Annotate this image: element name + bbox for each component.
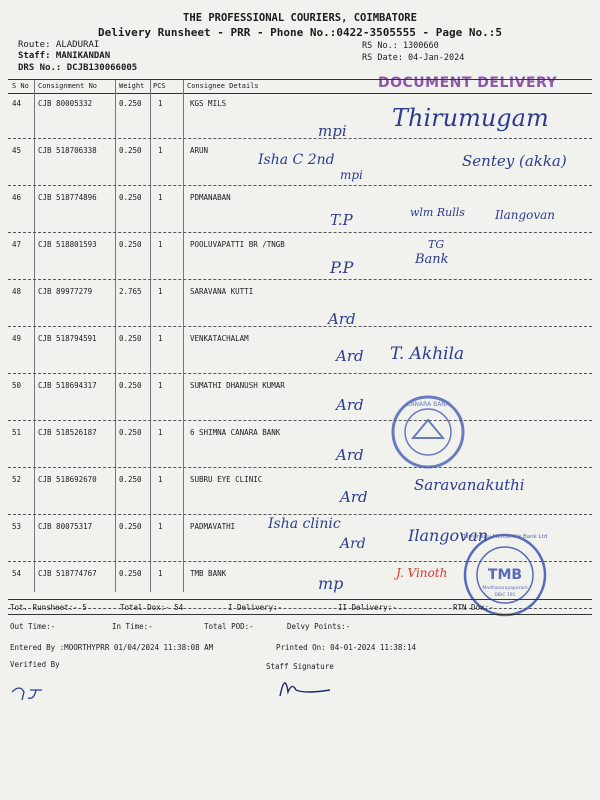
row-sno: 47	[12, 240, 22, 249]
route-label: Route: ALADURAI	[18, 40, 100, 50]
handwriting-note: TG	[428, 238, 445, 251]
row-weight: 0.250	[119, 146, 142, 155]
row-consignee: SUMATHI DHANUSH KUMAR	[190, 381, 285, 390]
row-pcs: 1	[158, 522, 163, 531]
row-sno: 53	[12, 522, 22, 531]
row-pcs: 1	[158, 193, 163, 202]
delivery-points: Delvy Points:-	[287, 622, 351, 631]
col-header-consignee: Consignee Details	[187, 82, 259, 90]
row-pcs: 1	[158, 334, 163, 343]
out-time: Out Time:-	[10, 622, 56, 631]
tmb-logo-text: TMB	[487, 567, 523, 583]
in-time: In Time:-	[112, 622, 153, 631]
verified-by-label: Verified By	[10, 660, 60, 669]
handwriting-note: P.P	[330, 258, 354, 277]
handwriting-note: Isha clinic	[268, 516, 341, 532]
document-delivery-stamp: DOCUMENT DELIVERY	[378, 75, 558, 91]
handwritten-signature: Ilangovan	[495, 208, 556, 222]
row-weight: 0.250	[119, 569, 142, 578]
total-runsheet: Tot. Runsheet:- 5	[10, 603, 87, 612]
printed-on: Printed On: 04-01-2024 11:38:14	[276, 643, 416, 652]
i-delivery: I Delivery:-	[228, 603, 283, 612]
handwritten-signature: Ilangovan	[408, 526, 489, 545]
row-consignment-no: CJB 518794591	[38, 334, 97, 343]
row-sno: 51	[12, 428, 22, 437]
canara-bank-stamp	[393, 397, 463, 467]
handwritten-signature: Saravanakuthi	[414, 476, 525, 494]
row-sno: 52	[12, 475, 22, 484]
handwritten-signature: Sentey (akka)	[462, 152, 567, 170]
company-title: THE PROFESSIONAL COURIERS, COIMBATORE	[183, 12, 417, 24]
row-consignment-no: CJB 518774767	[38, 569, 97, 578]
footer-rule	[8, 599, 592, 600]
tmb-code-text: DBIC 191	[494, 593, 516, 598]
row-weight: 0.250	[119, 240, 142, 249]
row-weight: 0.250	[119, 334, 142, 343]
row-weight: 0.250	[119, 522, 142, 531]
handwritten-signature: Bank	[415, 252, 449, 267]
handwriting-note: mpi	[318, 122, 347, 140]
col-header-consignment: Consignment No	[38, 82, 98, 90]
rtn-dox: RTN Dox:-	[453, 603, 494, 612]
row-consignment-no: CJB 518706338	[38, 146, 97, 155]
row-sno: 44	[12, 99, 22, 108]
row-pcs: 1	[158, 428, 163, 437]
row-consignee: PADMAVATHI	[190, 522, 236, 531]
staff-label: Staff: MANIKANDAN	[18, 51, 111, 61]
row-pcs: 1	[158, 475, 163, 484]
handwriting-note: wlm Rulls	[410, 206, 465, 219]
handwritten-signature-red: J. Vinoth	[396, 566, 448, 580]
col-header-weight: Weight	[119, 82, 145, 90]
row-weight: 0.250	[119, 381, 142, 390]
entered-by: Entered By :MOORTHYPRR 01/04/2024 11:38:08 AM	[10, 643, 214, 652]
handwriting-note: mpi	[340, 168, 363, 182]
staff-signature-label: Staff Signature	[266, 662, 334, 671]
staff-signature-scribble	[280, 683, 330, 696]
row-pcs: 1	[158, 99, 163, 108]
row-consignment-no: CJB 518801593	[38, 240, 97, 249]
row-consignee: VENKATACHALAM	[190, 334, 249, 343]
row-consignment-no: CJB 518694317	[38, 381, 97, 390]
handwriting-note: T.P	[330, 211, 353, 229]
handwritten-signature: Thirumugam	[392, 104, 549, 132]
row-weight: 2.765	[119, 287, 142, 296]
row-sno: 49	[12, 334, 22, 343]
ii-delivery: II Delivery:-	[338, 603, 397, 612]
canara-stamp-text: CANARA BANK	[406, 401, 450, 408]
handwriting-note: Ard	[336, 446, 364, 464]
row-weight: 0.250	[119, 193, 142, 202]
handwritten-signature: T. Akhila	[390, 344, 465, 364]
row-consignee: TMB BANK	[190, 569, 227, 578]
row-weight: 0.250	[119, 99, 142, 108]
rs-number: RS No.: 1300660	[362, 41, 439, 51]
row-consignment-no: CJB 80075317	[38, 522, 93, 531]
runsheet-subtitle: Delivery Runsheet - PRR - Phone No.:0422-3505555 - Page No.:5	[98, 26, 502, 39]
total-dox: Total Dox:- 54	[120, 603, 184, 612]
row-sno: 46	[12, 193, 22, 202]
row-pcs: 1	[158, 240, 163, 249]
row-weight: 0.250	[119, 475, 142, 484]
row-consignment-no: CJB 518526187	[38, 428, 97, 437]
row-consignment-no: CJB 89977279	[38, 287, 93, 296]
row-sno: 45	[12, 146, 22, 155]
handwriting-note: Ard	[328, 310, 356, 328]
row-sno: 48	[12, 287, 22, 296]
row-consignment-no: CJB 518774896	[38, 193, 97, 202]
row-consignee: PDMANABAN	[190, 193, 231, 202]
tmb-name-text: Tamilnadu Mercantile Bank Ltd	[462, 534, 548, 540]
drs-number: DRS No.: DCJB130066005	[18, 63, 138, 73]
tmb-branch-text: Madhavarayapuram	[482, 586, 528, 591]
verified-signature-scribble	[12, 688, 42, 700]
col-header-sno: S No	[12, 82, 29, 90]
row-consignee: 6 SHIMNA CANARA BANK	[190, 428, 281, 437]
rs-date: RS Date: 04-Jan-2024	[362, 53, 465, 63]
row-consignee: ARUN	[190, 146, 209, 155]
row-sno: 50	[12, 381, 22, 390]
col-header-pcs: PCS	[153, 82, 166, 90]
handwriting-note: Ard	[336, 396, 364, 414]
handwriting-note: Isha C 2nd	[258, 152, 335, 168]
row-consignee: SARAVANA KUTTI	[190, 287, 254, 296]
row-pcs: 1	[158, 569, 163, 578]
row-consignee: KGS MILS	[190, 99, 227, 108]
handwriting-note: Ard	[340, 488, 368, 506]
footer-rule	[8, 614, 592, 615]
row-consignee: SUBRU EYE CLINIC	[190, 475, 263, 484]
handwriting-note: Ard	[336, 347, 364, 365]
handwriting-note: mp	[318, 574, 344, 593]
row-weight: 0.250	[119, 428, 142, 437]
row-pcs: 1	[158, 287, 163, 296]
total-pod: Total POD:-	[204, 622, 254, 631]
row-pcs: 1	[158, 381, 163, 390]
row-consignment-no: CJB 518692670	[38, 475, 97, 484]
handwriting-note: Ard	[340, 536, 366, 552]
row-consignment-no: CJB 80005332	[38, 99, 93, 108]
row-pcs: 1	[158, 146, 163, 155]
row-consignee: POOLUVAPATTI BR /TNGB	[190, 240, 285, 249]
row-sno: 54	[12, 569, 22, 578]
